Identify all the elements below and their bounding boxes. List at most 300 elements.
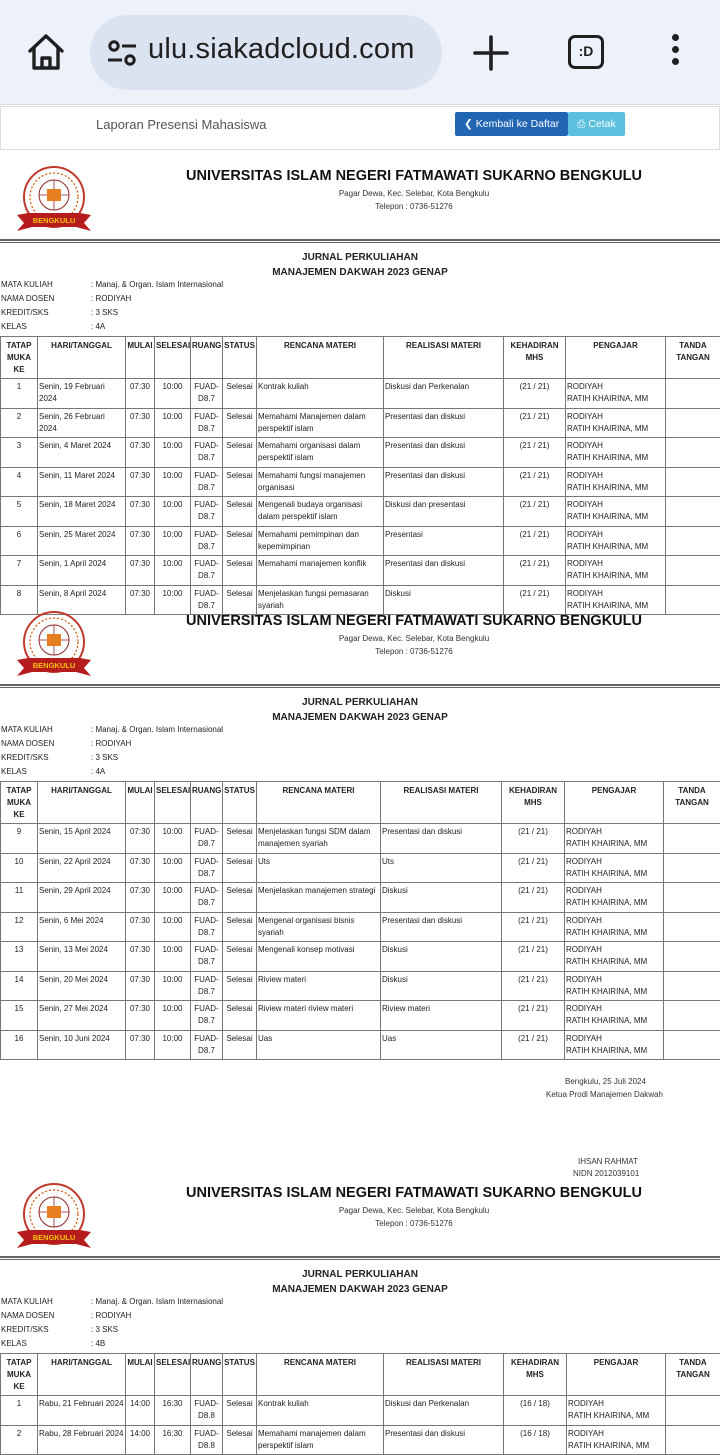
teacher-primary: RODIYAH [567,440,664,452]
cell-teacher [566,467,666,497]
cell-date: Senin, 27 Mei 2024 [38,1001,126,1031]
cell-end: 16:30 [155,1425,191,1455]
cell-room: FUAD-D8.7 [191,883,223,913]
cell-room: FUAD-D8.7 [191,408,223,438]
cell-attendance: (21 / 21) [502,1001,565,1031]
back-to-list-button[interactable] [455,112,568,136]
report-section-1 [0,151,720,611]
cell-realization: Diskusi [384,585,504,615]
cell-realization: Presentasi dan diskusi [384,1425,504,1455]
cell-signature [666,526,720,556]
cell-signature [664,971,720,1001]
teacher-secondary: RATIH KHAIRINA, MM [568,1410,664,1422]
cell-realization: Presentasi dan diskusi [381,912,502,942]
signature-role: Ketua Prodi Manajemen Dakwah [546,1090,663,1099]
cell-end: 10:00 [155,853,191,883]
col-day-date: HARI/TANGGAL [38,1354,126,1396]
cell-teacher [565,942,664,972]
info-lecturer: NAMA DOSEN : RODIYAH [1,1311,131,1320]
col-status: STATUS [223,1354,257,1396]
col-realization: REALISASI MATERI [381,782,502,824]
cell-start: 07:30 [126,1001,155,1031]
journal-table [0,336,720,615]
report-section-2 [0,596,720,1156]
cell-date: Senin, 4 Maret 2024 [38,438,126,468]
cell-plan: Mengenal organisasi bisnis syariah [257,912,381,942]
svg-text:BENGKULU: BENGKULU [33,216,76,225]
journal-title: JURNAL PERKULIAHAN [0,252,720,263]
teacher-secondary: RATIH KHAIRINA, MM [568,1440,664,1452]
cell-status: Selesai [223,912,257,942]
cell-date: Senin, 8 April 2024 [38,585,126,615]
svg-text:BENGKULU: BENGKULU [33,1233,76,1242]
table-row [1,853,720,883]
teacher-secondary: RATIH KHAIRINA, MM [566,1015,662,1027]
tab-switcher-button[interactable]: :D [568,35,604,69]
cell-plan: Memahami organisasi dalam perspektif islam [257,438,384,468]
cell-teacher [566,497,666,527]
table-row [1,408,720,438]
col-room: RUANG [191,337,223,379]
cell-teacher [565,971,664,1001]
university-phone: Telepon : 0736-51276 [0,647,720,656]
journal-subtitle: MANAJEMEN DAKWAH 2023 GENAP [0,267,720,278]
cell-date: Senin, 6 Mei 2024 [38,912,126,942]
cell-attendance: (21 / 21) [504,467,566,497]
teacher-primary: RODIYAH [566,944,662,956]
cell-end: 10:00 [155,408,191,438]
cell-status: Selesai [223,526,257,556]
cell-date: Rabu, 21 Februari 2024 [38,1396,126,1426]
more-menu-icon[interactable] [668,34,682,72]
cell-date: Senin, 11 Maret 2024 [38,467,126,497]
teacher-secondary: RATIH KHAIRINA, MM [567,423,664,435]
col-teacher: PENGAJAR [566,337,666,379]
signature-place-date: Bengkulu, 25 Juli 2024 [565,1077,646,1086]
cell-room: FUAD-D8.7 [191,942,223,972]
site-settings-icon[interactable] [106,39,138,67]
table-row [1,556,720,586]
teacher-primary: RODIYAH [566,1003,662,1015]
cell-plan: Memahami manajemen dalam perspektif islam [257,1425,384,1455]
cell-realization: Presentasi dan diskusi [384,438,504,468]
cell-realization: Riview materi [381,1001,502,1031]
cell-start: 07:30 [126,408,155,438]
cell-room: FUAD-D8.7 [191,853,223,883]
teacher-secondary: RATIH KHAIRINA, MM [566,927,662,939]
university-address: Pagar Dewa, Kec. Selebar, Kota Bengkulu [0,634,720,643]
teacher-primary: RODIYAH [567,381,664,393]
cell-attendance: (21 / 21) [504,438,566,468]
cell-status: Selesai [223,438,257,468]
cell-status: Selesai [223,556,257,586]
cell-date: Senin, 10 Juni 2024 [38,1030,126,1060]
teacher-primary: RODIYAH [567,499,664,511]
print-button[interactable] [568,112,625,136]
cell-signature [664,912,720,942]
cell-attendance: (21 / 21) [502,912,565,942]
col-end: SELESAI [155,1354,191,1396]
journal-title: JURNAL PERKULIAHAN [0,1269,720,1280]
cell-room: FUAD-D8.7 [191,526,223,556]
cell-attendance: (21 / 21) [502,853,565,883]
cell-meeting: 7 [1,556,38,586]
cell-end: 10:00 [155,1030,191,1060]
teacher-secondary: RATIH KHAIRINA, MM [567,541,664,553]
cell-attendance: (21 / 21) [504,556,566,586]
cell-start: 07:30 [126,526,155,556]
cell-end: 10:00 [155,1001,191,1031]
col-start: MULAI [126,782,155,824]
cell-status: Selesai [223,942,257,972]
cell-status: Selesai [223,1001,257,1031]
cell-start: 14:00 [126,1425,155,1455]
cell-teacher [567,1396,666,1426]
cell-plan: Memahami Manajemen dalam perspektif islam [257,408,384,438]
cell-plan: Memahami fungsi manajemen organisasi [257,467,384,497]
new-tab-icon[interactable] [472,34,510,72]
cell-realization: Presentasi dan diskusi [384,467,504,497]
info-credits: KREDIT/SKS : 3 SKS [1,308,118,317]
cell-signature [666,408,720,438]
table-row [1,1396,720,1426]
cell-status: Selesai [223,467,257,497]
browser-toolbar [0,0,720,105]
cell-status: Selesai [223,824,257,854]
journal-table [0,781,720,1060]
cell-date: Senin, 19 Februari 2024 [38,379,126,409]
cell-signature [666,497,720,527]
cell-end: 10:00 [155,467,191,497]
col-attendance: KEHADIRAN MHS [502,782,565,824]
table-row [1,526,720,556]
teacher-secondary: RATIH KHAIRINA, MM [566,986,662,998]
header-divider [0,684,720,688]
cell-attendance: (21 / 21) [504,526,566,556]
cell-attendance: (16 / 18) [504,1425,567,1455]
cell-teacher [566,556,666,586]
cell-end: 10:00 [155,912,191,942]
teacher-secondary: RATIH KHAIRINA, MM [567,570,664,582]
cell-end: 10:00 [155,883,191,913]
cell-start: 07:30 [126,912,155,942]
teacher-secondary: RATIH KHAIRINA, MM [567,482,664,494]
journal-subtitle: MANAJEMEN DAKWAH 2023 GENAP [0,712,720,723]
cell-start: 07:30 [126,438,155,468]
col-plan: RENCANA MATERI [257,1354,384,1396]
cell-signature [664,824,720,854]
col-meeting: TATAP MUKA KE [1,337,38,379]
cell-signature [664,942,720,972]
info-course: MATA KULIAH : Manaj. & Organ. Islam Internasional [1,725,223,734]
journal-subtitle: MANAJEMEN DAKWAH 2023 GENAP [0,1284,720,1295]
teacher-primary: RODIYAH [566,826,662,838]
cell-plan: Mengenali budaya organisasi dalam perspektif islam [257,497,384,527]
col-teacher: PENGAJAR [567,1354,666,1396]
cell-room: FUAD-D8.7 [191,497,223,527]
cell-start: 07:30 [126,497,155,527]
cell-signature [664,883,720,913]
info-credits: KREDIT/SKS : 3 SKS [1,1325,118,1334]
teacher-primary: RODIYAH [567,411,664,423]
col-signature: TANDA TANGAN [666,1354,720,1396]
cell-attendance: (21 / 21) [504,408,566,438]
table-row [1,497,720,527]
cell-status: Selesai [223,497,257,527]
col-plan: RENCANA MATERI [257,782,381,824]
cell-attendance: (21 / 21) [502,942,565,972]
cell-attendance: (21 / 21) [502,1030,565,1060]
teacher-primary: RODIYAH [566,885,662,897]
cell-status: Selesai [223,1396,257,1426]
university-address: Pagar Dewa, Kec. Selebar, Kota Bengkulu [0,189,720,198]
cell-meeting: 3 [1,438,38,468]
cell-meeting: 10 [1,853,38,883]
col-day-date: HARI/TANGGAL [38,782,126,824]
cell-meeting: 5 [1,497,38,527]
cell-realization: Presentasi [384,526,504,556]
cell-teacher [565,883,664,913]
cell-room: FUAD-D8.7 [191,912,223,942]
cell-start: 07:30 [126,556,155,586]
col-attendance: KEHADIRAN MHS [504,1354,567,1396]
col-realization: REALISASI MATERI [384,1354,504,1396]
print-label: Cetak [588,118,615,130]
teacher-secondary: RATIH KHAIRINA, MM [567,393,664,405]
address-bar[interactable] [90,15,442,90]
cell-status: Selesai [223,1030,257,1060]
cell-meeting: 11 [1,883,38,913]
cell-date: Rabu, 28 Februari 2024 [38,1425,126,1455]
table-row [1,1030,720,1060]
cell-end: 10:00 [155,942,191,972]
col-start: MULAI [126,337,155,379]
cell-date: Senin, 1 April 2024 [38,556,126,586]
info-credits: KREDIT/SKS : 3 SKS [1,753,118,762]
cell-realization: Diskusi dan presentasi [384,497,504,527]
cell-start: 07:30 [126,585,155,615]
col-room: RUANG [191,782,223,824]
table-header-row [1,782,720,824]
university-phone: Telepon : 0736-51276 [0,1219,720,1228]
teacher-primary: RODIYAH [567,588,664,600]
info-class: KELAS : 4A [1,767,105,776]
url-text[interactable]: ulu.siakadcloud.com [148,33,415,66]
cell-teacher [565,1001,664,1031]
teacher-secondary: RATIH KHAIRINA, MM [567,452,664,464]
cell-status: Selesai [223,408,257,438]
cell-attendance: (16 / 18) [504,1396,567,1426]
info-lecturer: NAMA DOSEN : RODIYAH [1,739,131,748]
teacher-primary: RODIYAH [566,974,662,986]
teacher-primary: RODIYAH [567,558,664,570]
table-row [1,942,720,972]
cell-attendance: (21 / 21) [502,883,565,913]
printer-icon: ⎙ [577,118,585,130]
info-course: MATA KULIAH : Manaj. & Organ. Islam Internasional [1,280,223,289]
cell-teacher [567,1425,666,1455]
cell-status: Selesai [223,1425,257,1455]
cell-meeting: 9 [1,824,38,854]
cell-realization: Diskusi [381,883,502,913]
cell-date: Senin, 26 Februari 2024 [38,408,126,438]
cell-end: 10:00 [155,497,191,527]
cell-meeting: 15 [1,1001,38,1031]
cell-signature [664,853,720,883]
cell-meeting: 12 [1,912,38,942]
journal-table [0,1353,720,1455]
cell-room: FUAD-D8.7 [191,971,223,1001]
cell-realization: Uts [381,853,502,883]
cell-start: 07:30 [126,942,155,972]
cell-end: 10:00 [155,438,191,468]
university-address: Pagar Dewa, Kec. Selebar, Kota Bengkulu [0,1206,720,1215]
home-icon[interactable] [24,30,68,74]
cell-date: Senin, 18 Maret 2024 [38,497,126,527]
cell-status: Selesai [223,971,257,1001]
cell-room: FUAD-D8.7 [191,379,223,409]
cell-date: Senin, 25 Maret 2024 [38,526,126,556]
table-row [1,824,720,854]
cell-attendance: (21 / 21) [504,497,566,527]
report-toolbar [0,106,720,150]
cell-signature [666,1425,720,1455]
cell-signature [664,1001,720,1031]
table-row [1,1001,720,1031]
cell-plan: Kontrak kuliah [257,1396,384,1426]
info-class: KELAS : 4B [1,1339,105,1348]
teacher-secondary: RATIH KHAIRINA, MM [566,897,662,909]
cell-teacher [566,526,666,556]
cell-date: Senin, 13 Mei 2024 [38,942,126,972]
table-row [1,1425,720,1455]
cell-date: Senin, 22 April 2024 [38,853,126,883]
teacher-primary: RODIYAH [566,915,662,927]
table-row [1,971,720,1001]
back-to-list-label: Kembali ke Daftar [476,118,559,130]
table-header-row [1,1354,720,1396]
header-divider [0,239,720,243]
cell-teacher [566,379,666,409]
cell-realization: Uas [381,1030,502,1060]
cell-teacher [565,853,664,883]
teacher-primary: RODIYAH [568,1398,664,1410]
col-signature: TANDA TANGAN [666,337,720,379]
table-row [1,467,720,497]
page-title: Laporan Presensi Mahasiswa [96,117,267,132]
teacher-secondary: RATIH KHAIRINA, MM [566,868,662,880]
teacher-primary: RODIYAH [567,470,664,482]
col-start: MULAI [126,1354,155,1396]
cell-start: 07:30 [126,853,155,883]
col-plan: RENCANA MATERI [257,337,384,379]
col-signature: TANDA TANGAN [664,782,720,824]
cell-teacher [566,408,666,438]
cell-teacher [565,1030,664,1060]
cell-end: 10:00 [155,971,191,1001]
header-divider [0,1256,720,1260]
university-phone: Telepon : 0736-51276 [0,202,720,211]
cell-plan: Uts [257,853,381,883]
col-day-date: HARI/TANGGAL [38,337,126,379]
cell-attendance: (21 / 21) [502,824,565,854]
cell-signature [664,1030,720,1060]
cell-plan: Riview materi riview materi [257,1001,381,1031]
teacher-secondary: RATIH KHAIRINA, MM [567,511,664,523]
info-course: MATA KULIAH : Manaj. & Organ. Islam Internasional [1,1297,223,1306]
cell-teacher [566,438,666,468]
teacher-secondary: RATIH KHAIRINA, MM [566,838,662,850]
col-end: SELESAI [155,337,191,379]
cell-attendance: (21 / 21) [504,585,566,615]
cell-plan: Menjelaskan fungsi SDM dalam manajemen syariah [257,824,381,854]
cell-signature [666,438,720,468]
col-attendance: KEHADIRAN MHS [504,337,566,379]
cell-room: FUAD-D8.8 [191,1396,223,1426]
cell-room: FUAD-D8.7 [191,1001,223,1031]
table-header-row [1,337,720,379]
cell-start: 07:30 [126,883,155,913]
cell-meeting: 2 [1,408,38,438]
cell-date: Senin, 29 April 2024 [38,883,126,913]
cell-plan: Uas [257,1030,381,1060]
cell-signature [666,467,720,497]
cell-end: 10:00 [155,824,191,854]
teacher-primary: RODIYAH [566,856,662,868]
cell-start: 07:30 [126,379,155,409]
cell-room: FUAD-D8.7 [191,467,223,497]
cell-room: FUAD-D8.7 [191,556,223,586]
cell-end: 16:30 [155,1396,191,1426]
teacher-secondary: RATIH KHAIRINA, MM [566,1045,662,1057]
col-status: STATUS [223,782,257,824]
university-name: UNIVERSITAS ISLAM NEGERI FATMAWATI SUKARNO BENGKULU [0,1185,720,1201]
teacher-primary: RODIYAH [566,1033,662,1045]
cell-plan: Riview materi [257,971,381,1001]
cell-signature [666,1396,720,1426]
cell-plan: Mengenali konsep motivasi [257,942,381,972]
svg-text:BENGKULU: BENGKULU [33,661,76,670]
cell-plan: Kontrak kuliah [257,379,384,409]
cell-start: 07:30 [126,824,155,854]
cell-room: FUAD-D8.7 [191,1030,223,1060]
cell-end: 10:00 [155,379,191,409]
journal-title: JURNAL PERKULIAHAN [0,697,720,708]
col-realization: REALISASI MATERI [384,337,504,379]
cell-attendance: (21 / 21) [504,379,566,409]
cell-meeting: 14 [1,971,38,1001]
cell-start: 07:30 [126,467,155,497]
col-status: STATUS [223,337,257,379]
cell-plan: Memahami pemimpinan dan kepemimpinan [257,526,384,556]
cell-realization: Diskusi [381,942,502,972]
cell-start: 07:30 [126,1030,155,1060]
cell-status: Selesai [223,585,257,615]
cell-room: FUAD-D8.7 [191,585,223,615]
cell-signature [666,556,720,586]
cell-plan: Menjelaskan fungsi pemasaran syariah [257,585,384,615]
teacher-primary: RODIYAH [567,529,664,541]
cell-meeting: 1 [1,1396,38,1426]
col-meeting: TATAP MUKA KE [1,782,38,824]
col-end: SELESAI [155,782,191,824]
teacher-secondary: RATIH KHAIRINA, MM [566,956,662,968]
teacher-secondary: RATIH KHAIRINA, MM [567,600,664,612]
cell-meeting: 8 [1,585,38,615]
cell-status: Selesai [223,853,257,883]
info-lecturer: NAMA DOSEN : RODIYAH [1,294,131,303]
cell-date: Senin, 15 April 2024 [38,824,126,854]
